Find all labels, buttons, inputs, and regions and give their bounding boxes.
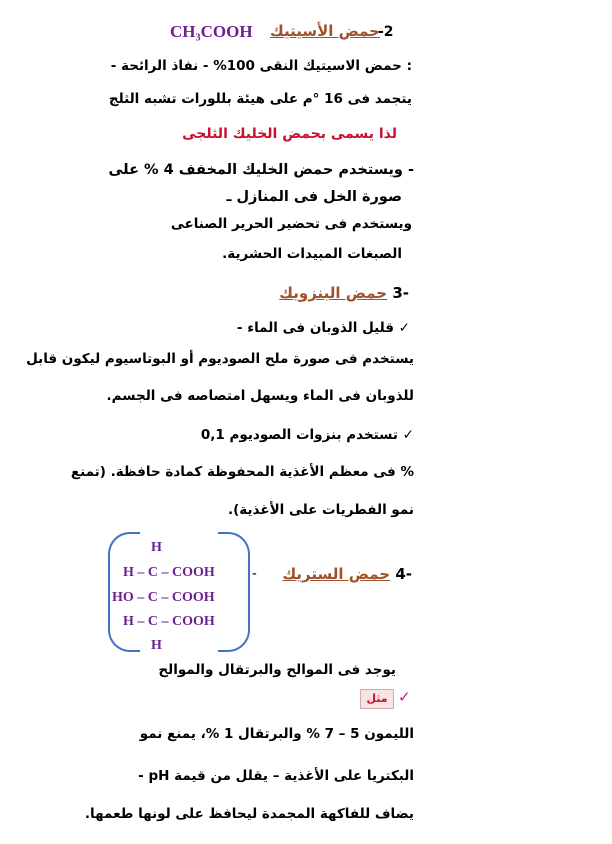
acetic-line-2: يتجمد فى 16 °م على هيئة بللورات تشبه الثلج — [108, 91, 412, 107]
citric-line-2: الليمون 5 – 7 % والبرتقال 1 %، يمنع نمو — [139, 726, 414, 742]
benzoic-line-3: للذوبان فى الماء ويسهل امتصاصه فى الجسم. — [106, 388, 414, 404]
benzoic-line-2: يستخدم فى صورة ملح الصوديوم أو البوتاسيوم ليكون قابل — [26, 351, 414, 367]
example-label-box: مثل — [360, 689, 394, 709]
acetic-acid-formula: CH₃COOH — [170, 22, 253, 41]
benzoic-line-1: ✓ قليل الذوبان فى الماء - — [236, 320, 410, 336]
checkmark-icon: ✓ — [398, 688, 411, 706]
acetic-line-3: - ويستخدم حمض الخليك المخفف 4 % على — [108, 162, 414, 178]
section4-heading — [282, 565, 412, 583]
acetic-line-1: : حمض الاسيتيك النقى 100% - نفاذ الرائحة - — [110, 58, 412, 74]
benzoic-line-5: % فى معظم الأغذية المحفوظة كمادة حافظة. (تمنع — [70, 464, 414, 480]
structure-row-3: H – C – COOH — [123, 614, 215, 629]
citric-line-3: البكتريا على الأغذية – يقلل من قيمة pH - — [138, 768, 414, 784]
benzoic-line-4: ✓ تستخدم بنزوات الصوديوم 0,1 — [200, 427, 414, 443]
section2-number: -2 — [378, 24, 394, 40]
structure-row-1: H – C – COOH — [123, 565, 215, 580]
citric-acid-title: حمض الستريك — [282, 565, 391, 583]
structure-top-h: H — [151, 540, 162, 555]
benzoic-line-6: نمو الفطريات على الأغذية). — [228, 502, 414, 518]
section3-heading — [279, 284, 409, 302]
structure-dash: - — [252, 566, 257, 581]
acetic-line-6: الصبغات المبيدات الحشرية. — [222, 246, 402, 262]
acetic-highlight: لذا يسمى بحمض الخليك الثلجى — [182, 126, 397, 142]
acetic-line-4: صورة الخل فى المنازل ـ — [226, 189, 402, 205]
structure-row-2: HO – C – COOH — [112, 590, 215, 605]
section4-number: -4 — [395, 565, 412, 583]
acetic-line-5: ويستخدم فى تحضير الحرير الصناعى — [170, 216, 412, 232]
section2-heading — [170, 20, 400, 44]
structure-bottom-h: H — [151, 638, 162, 653]
citric-line-4: يضاف للفاكهة المجمدة ليحافظ على لونها طعمها. — [84, 806, 414, 822]
benzoic-acid-title: حمض البنزويك — [279, 284, 388, 302]
section3-number: -3 — [392, 284, 409, 302]
right-parenthesis — [218, 532, 250, 652]
citric-line-1: يوجد فى الموالح والبرتقال والموالح — [158, 662, 396, 678]
acetic-acid-title: حمض الأسيتيك — [270, 22, 380, 40]
